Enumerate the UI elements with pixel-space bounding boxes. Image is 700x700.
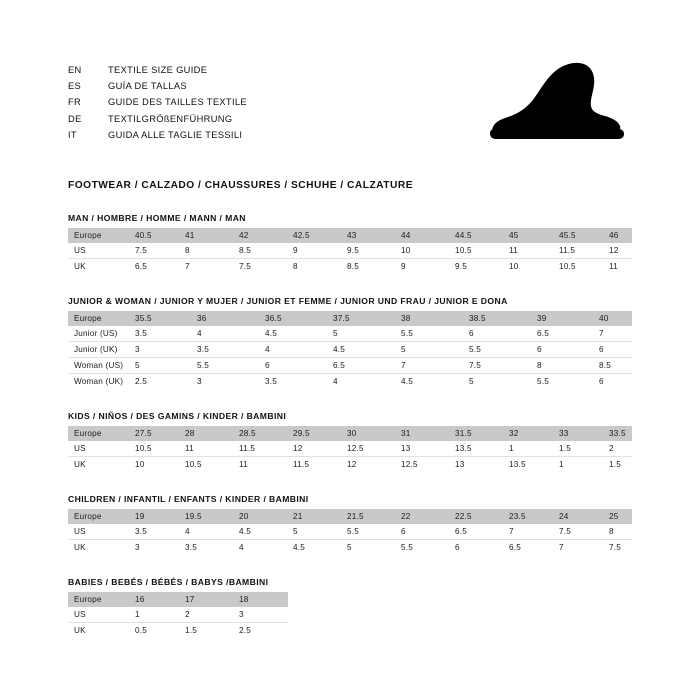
cell: 7.5	[604, 540, 632, 556]
row-label: UK	[68, 457, 130, 473]
row-label: US	[68, 243, 130, 259]
section-babies	[68, 577, 632, 638]
cell: 7	[504, 524, 554, 540]
cell: 4	[260, 342, 328, 358]
cell: 6	[260, 358, 328, 374]
cell: 13.5	[504, 457, 554, 473]
cell: 43	[342, 228, 396, 243]
table-row	[68, 592, 288, 607]
cell: 42.5	[288, 228, 342, 243]
cell: 6.5	[504, 540, 554, 556]
row-label: Woman (US)	[68, 358, 130, 374]
section-title: JUNIOR & WOMAN / JUNIOR Y MUJER / JUNIOR ET FEMME / JUNIOR UND FRAU / JUNIOR E DONA	[68, 296, 508, 306]
table-row	[68, 374, 632, 390]
cell: 11	[604, 259, 632, 275]
row-label: Europe	[68, 509, 130, 524]
cell: 6.5	[328, 358, 396, 374]
cell: 7	[554, 540, 604, 556]
cell: 8	[604, 524, 632, 540]
cell: 5	[130, 358, 192, 374]
cell: 5	[342, 540, 396, 556]
cell: 13	[450, 457, 504, 473]
language-title: GUÍA DE TALLAS	[108, 81, 187, 92]
cell: 30	[342, 426, 396, 441]
cell: 13.5	[450, 441, 504, 457]
cell: 1	[504, 441, 554, 457]
cell: 38.5	[464, 311, 532, 326]
cell: 1	[130, 607, 180, 623]
section-kids	[68, 411, 632, 472]
cell: 31.5	[450, 426, 504, 441]
row-label: US	[68, 441, 130, 457]
cell: 7.5	[234, 259, 288, 275]
cell: 1.5	[554, 441, 604, 457]
row-label: UK	[68, 259, 130, 275]
table-row	[68, 326, 632, 342]
cell: 25	[604, 509, 632, 524]
size-table-children	[68, 509, 632, 555]
cell: 6	[532, 342, 594, 358]
cell: 31	[396, 426, 450, 441]
cell: 0.5	[130, 623, 180, 639]
table-row	[68, 540, 632, 556]
cell: 37.5	[328, 311, 396, 326]
cell: 28	[180, 426, 234, 441]
row-label: UK	[68, 623, 130, 639]
cell: 8	[532, 358, 594, 374]
cell: 11	[234, 457, 288, 473]
cell: 3.5	[192, 342, 260, 358]
cell: 46	[604, 228, 632, 243]
cell: 44.5	[450, 228, 504, 243]
cell: 8.5	[594, 358, 632, 374]
cell: 19.5	[180, 509, 234, 524]
cell: 1.5	[180, 623, 234, 639]
cell: 6	[594, 342, 632, 358]
cell: 12	[604, 243, 632, 259]
cell: 10	[504, 259, 554, 275]
dress-shoe-icon	[436, 54, 626, 146]
cell: 8.5	[234, 243, 288, 259]
cell: 10.5	[554, 259, 604, 275]
document-header	[68, 62, 632, 158]
cell: 29.5	[288, 426, 342, 441]
cell: 7	[594, 326, 632, 342]
cell: 5	[288, 524, 342, 540]
section-children	[68, 494, 632, 555]
section-title: BABIES / BEBÉS / BÉBÉS / BABYS /BAMBINI	[68, 577, 269, 587]
table-row	[68, 623, 288, 639]
cell: 5	[328, 326, 396, 342]
cell: 42	[234, 228, 288, 243]
cell: 21	[288, 509, 342, 524]
section-title: CHILDREN / INFANTIL / ENFANTS / KINDER / BAMBINI	[68, 494, 309, 504]
table-row	[68, 426, 632, 441]
cell: 19	[130, 509, 180, 524]
cell: 45	[504, 228, 554, 243]
language-code: IT	[68, 129, 77, 140]
cell: 2	[180, 607, 234, 623]
cell: 35.5	[130, 311, 192, 326]
cell: 7	[180, 259, 234, 275]
size-table-man	[68, 228, 632, 274]
table-row	[68, 259, 632, 275]
cell: 7.5	[554, 524, 604, 540]
cell: 11.5	[234, 441, 288, 457]
cell: 36	[192, 311, 260, 326]
row-label: US	[68, 524, 130, 540]
cell: 16	[130, 592, 180, 607]
cell: 12.5	[396, 457, 450, 473]
cell: 9.5	[342, 243, 396, 259]
language-code: ES	[68, 81, 82, 92]
cell: 7.5	[130, 243, 180, 259]
language-title: GUIDE DES TAILLES TEXTILE	[108, 97, 247, 108]
cell: 4.5	[260, 326, 328, 342]
table-row	[68, 441, 632, 457]
cell: 4.5	[328, 342, 396, 358]
cell: 6	[450, 540, 504, 556]
size-table-babies	[68, 592, 288, 638]
cell: 13	[396, 441, 450, 457]
cell: 33.5	[604, 426, 632, 441]
cell: 5.5	[532, 374, 594, 390]
cell: 2.5	[234, 623, 288, 639]
cell: 6.5	[532, 326, 594, 342]
cell: 11	[504, 243, 554, 259]
cell: 22.5	[450, 509, 504, 524]
cell: 18	[234, 592, 288, 607]
cell: 1.5	[604, 457, 632, 473]
cell: 5.5	[464, 342, 532, 358]
cell: 2	[604, 441, 632, 457]
cell: 4.5	[234, 524, 288, 540]
cell: 6.5	[130, 259, 180, 275]
cell: 32	[504, 426, 554, 441]
row-label: Europe	[68, 228, 130, 243]
cell: 38	[396, 311, 464, 326]
cell: 3.5	[130, 326, 192, 342]
cell: 10	[130, 457, 180, 473]
table-row	[68, 311, 632, 326]
cell: 9	[288, 243, 342, 259]
cell: 28.5	[234, 426, 288, 441]
cell: 5.5	[192, 358, 260, 374]
category-title: FOOTWEAR / CALZADO / CHAUSSURES / SCHUHE / CALZATURE	[68, 180, 414, 191]
cell: 11	[180, 441, 234, 457]
cell: 41	[180, 228, 234, 243]
cell: 7.5	[464, 358, 532, 374]
cell: 45.5	[554, 228, 604, 243]
row-label: Woman (UK)	[68, 374, 130, 390]
cell: 6	[464, 326, 532, 342]
cell: 39	[532, 311, 594, 326]
cell: 20	[234, 509, 288, 524]
row-label: Europe	[68, 311, 130, 326]
row-label: UK	[68, 540, 130, 556]
cell: 3.5	[130, 524, 180, 540]
cell: 4	[192, 326, 260, 342]
cell: 40.5	[130, 228, 180, 243]
cell: 22	[396, 509, 450, 524]
table-row	[68, 243, 632, 259]
section-title: MAN / HOMBRE / HOMME / MANN / MAN	[68, 213, 246, 223]
cell: 1	[554, 457, 604, 473]
cell: 8	[180, 243, 234, 259]
cell: 8	[288, 259, 342, 275]
cell: 27.5	[130, 426, 180, 441]
cell: 4	[180, 524, 234, 540]
cell: 10	[396, 243, 450, 259]
cell: 5.5	[342, 524, 396, 540]
cell: 3	[130, 342, 192, 358]
cell: 5.5	[396, 326, 464, 342]
table-row	[68, 457, 632, 473]
cell: 11.5	[554, 243, 604, 259]
size-table-kids	[68, 426, 632, 472]
table-row	[68, 607, 288, 623]
cell: 3.5	[180, 540, 234, 556]
cell: 6	[396, 524, 450, 540]
cell: 9	[396, 259, 450, 275]
cell: 3	[234, 607, 288, 623]
cell: 4.5	[288, 540, 342, 556]
cell: 33	[554, 426, 604, 441]
cell: 3	[130, 540, 180, 556]
section-junior-woman	[68, 296, 632, 389]
table-row	[68, 342, 632, 358]
cell: 23.5	[504, 509, 554, 524]
cell: 6.5	[450, 524, 504, 540]
cell: 8.5	[342, 259, 396, 275]
language-title: GUIDA ALLE TAGLIE TESSILI	[108, 129, 243, 140]
cell: 4	[234, 540, 288, 556]
language-code: FR	[68, 97, 82, 108]
table-row	[68, 524, 632, 540]
cell: 40	[594, 311, 632, 326]
cell: 9.5	[450, 259, 504, 275]
section-man	[68, 213, 632, 274]
cell: 36.5	[260, 311, 328, 326]
cell: 4	[328, 374, 396, 390]
language-code: DE	[68, 113, 82, 124]
language-code: EN	[68, 65, 82, 75]
cell: 2.5	[130, 374, 192, 390]
table-row	[68, 509, 632, 524]
cell: 24	[554, 509, 604, 524]
cell: 5.5	[396, 540, 450, 556]
cell: 12	[342, 457, 396, 473]
cell: 6	[594, 374, 632, 390]
cell: 12	[288, 441, 342, 457]
cell: 5	[396, 342, 464, 358]
row-label: US	[68, 607, 130, 623]
size-table-junior-woman	[68, 311, 632, 389]
cell: 44	[396, 228, 450, 243]
cell: 10.5	[130, 441, 180, 457]
row-label: Europe	[68, 592, 130, 607]
cell: 11.5	[288, 457, 342, 473]
cell: 4.5	[396, 374, 464, 390]
cell: 3	[192, 374, 260, 390]
table-row	[68, 358, 632, 374]
row-label: Junior (US)	[68, 326, 130, 342]
table-row	[68, 228, 632, 243]
cell: 3.5	[260, 374, 328, 390]
section-title: KIDS / NIÑOS / DES GAMINS / KINDER / BAMBINI	[68, 411, 287, 421]
row-label: Junior (UK)	[68, 342, 130, 358]
language-title: TEXTILE SIZE GUIDE	[108, 65, 208, 75]
language-title: TEXTILGRÖßENFÜHRUNG	[108, 113, 233, 124]
cell: 7	[396, 358, 464, 374]
cell: 10.5	[450, 243, 504, 259]
cell: 21.5	[342, 509, 396, 524]
cell: 17	[180, 592, 234, 607]
cell: 12.5	[342, 441, 396, 457]
cell: 5	[464, 374, 532, 390]
row-label: Europe	[68, 426, 130, 441]
cell: 10.5	[180, 457, 234, 473]
